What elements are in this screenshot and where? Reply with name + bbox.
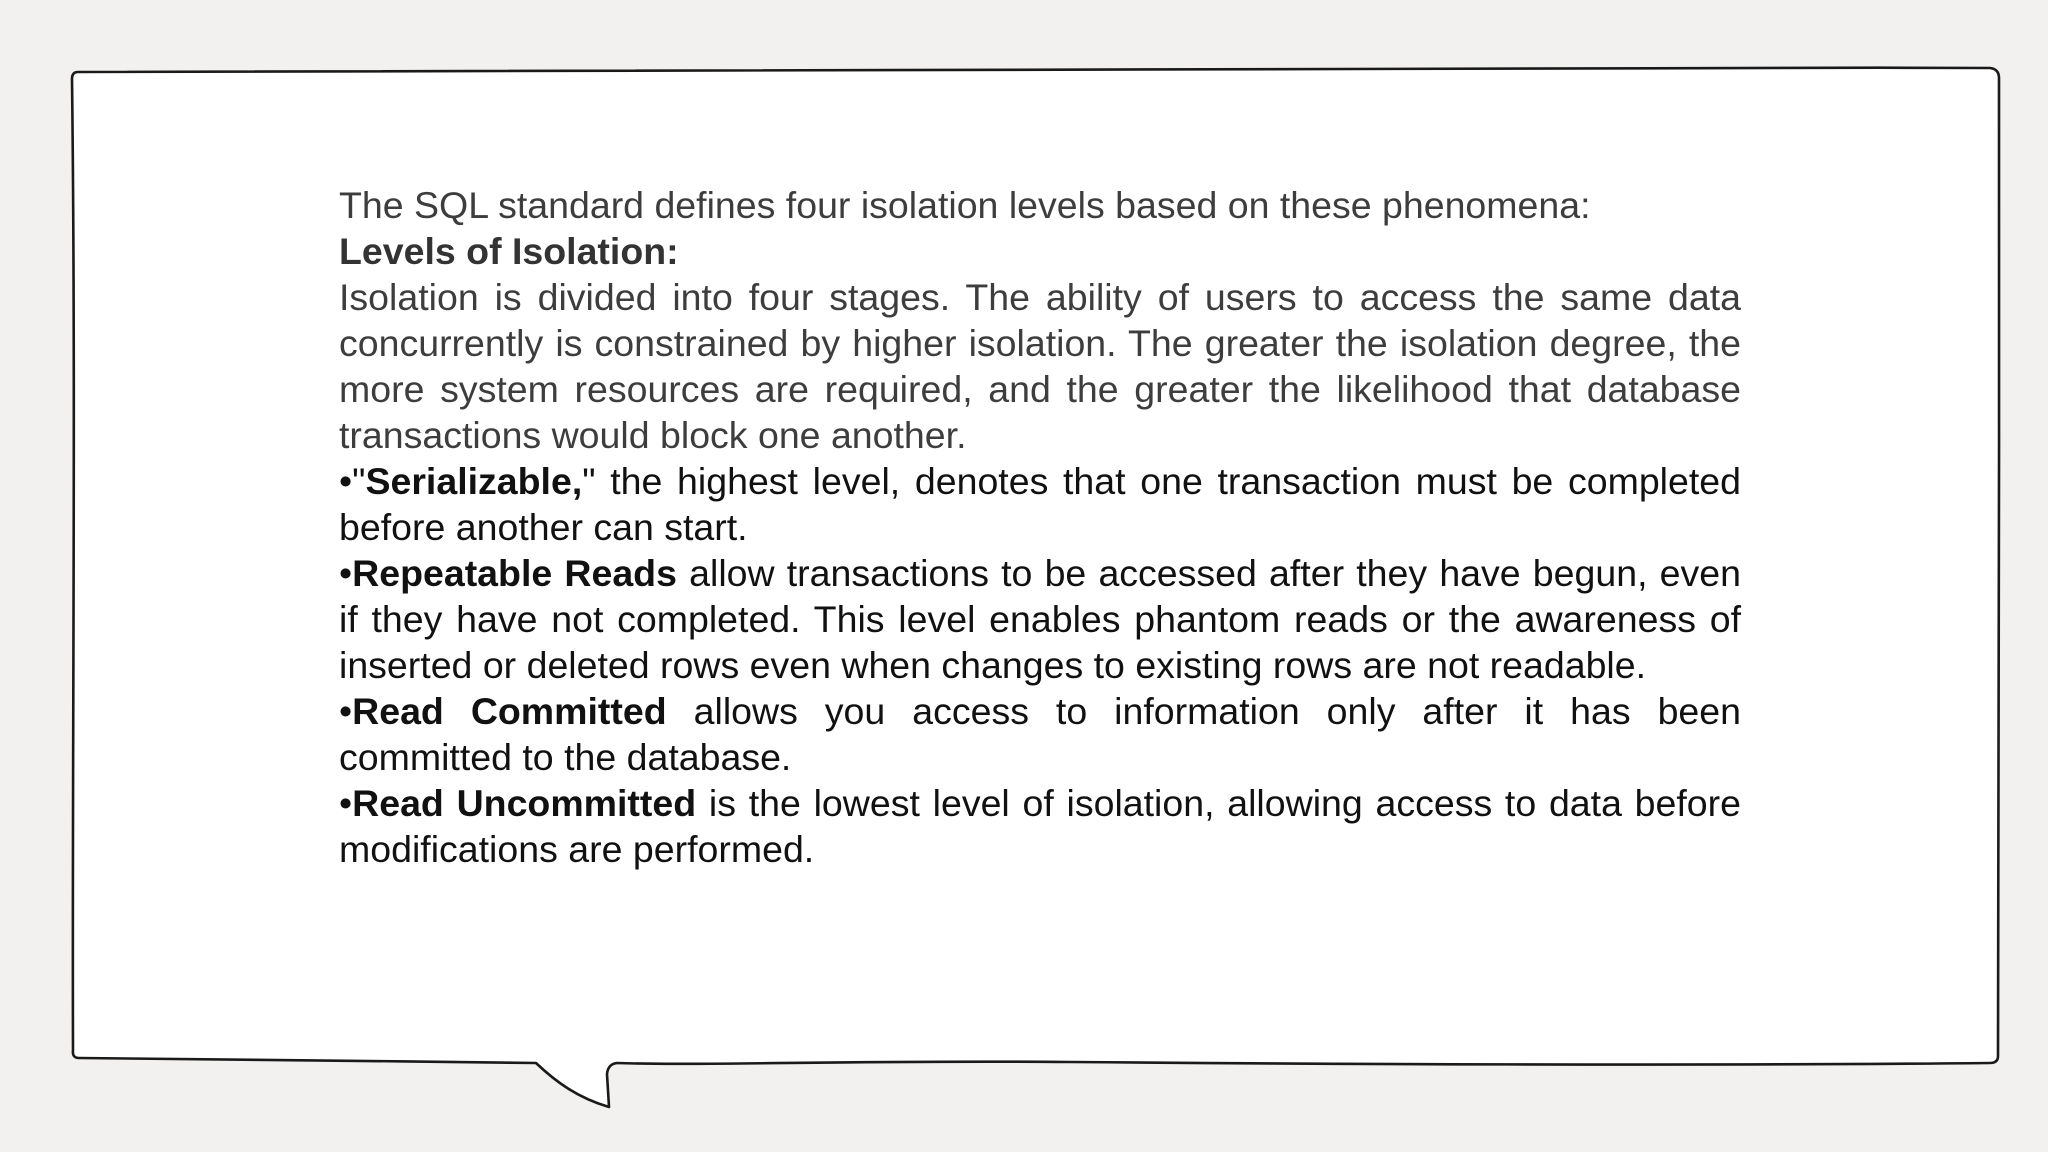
level-term: Serializable, [365,460,583,502]
description-paragraph: Isolation is divided into four stages. The ability of users to access the same data concurrently is constrained by higher isolation. The greater the isolation degree, the more system resources are required, and the greater the likelihood that database transactions would block one another. [339,276,1741,456]
level-term: Repeatable Reads [352,552,677,594]
level-description: allow transactions to be accessed after they have begun, even if they have not completed. This level enables phantom reads or the awareness of inserted or deleted rows even when changes to existing rows are not readable. [339,552,1741,686]
level-term: Read Uncommitted [352,782,697,824]
bullet-prefix: • [339,782,353,824]
level-read-committed [339,688,1741,780]
level-description: " the highest level, denotes that one transaction must be completed before another can start. [339,460,1741,548]
level-read-uncommitted [339,780,1741,872]
isolation-levels-text [339,182,1741,872]
level-term: Read Committed [352,690,667,732]
bullet-prefix: • [339,690,353,732]
level-repeatable-reads [339,550,1741,688]
bullet-prefix: • [339,552,353,594]
level-description: allows you access to information only after it has been committed to the database. [339,690,1742,778]
section-heading: Levels of Isolation: [339,230,679,272]
level-description: is the lowest level of isolation, allowing access to data before modifications are performed. [339,782,1741,870]
level-serializable [339,458,1741,550]
bullet-prefix: •" [339,460,366,502]
intro-text: The SQL standard defines four isolation levels based on these phenomena: [339,184,1591,226]
